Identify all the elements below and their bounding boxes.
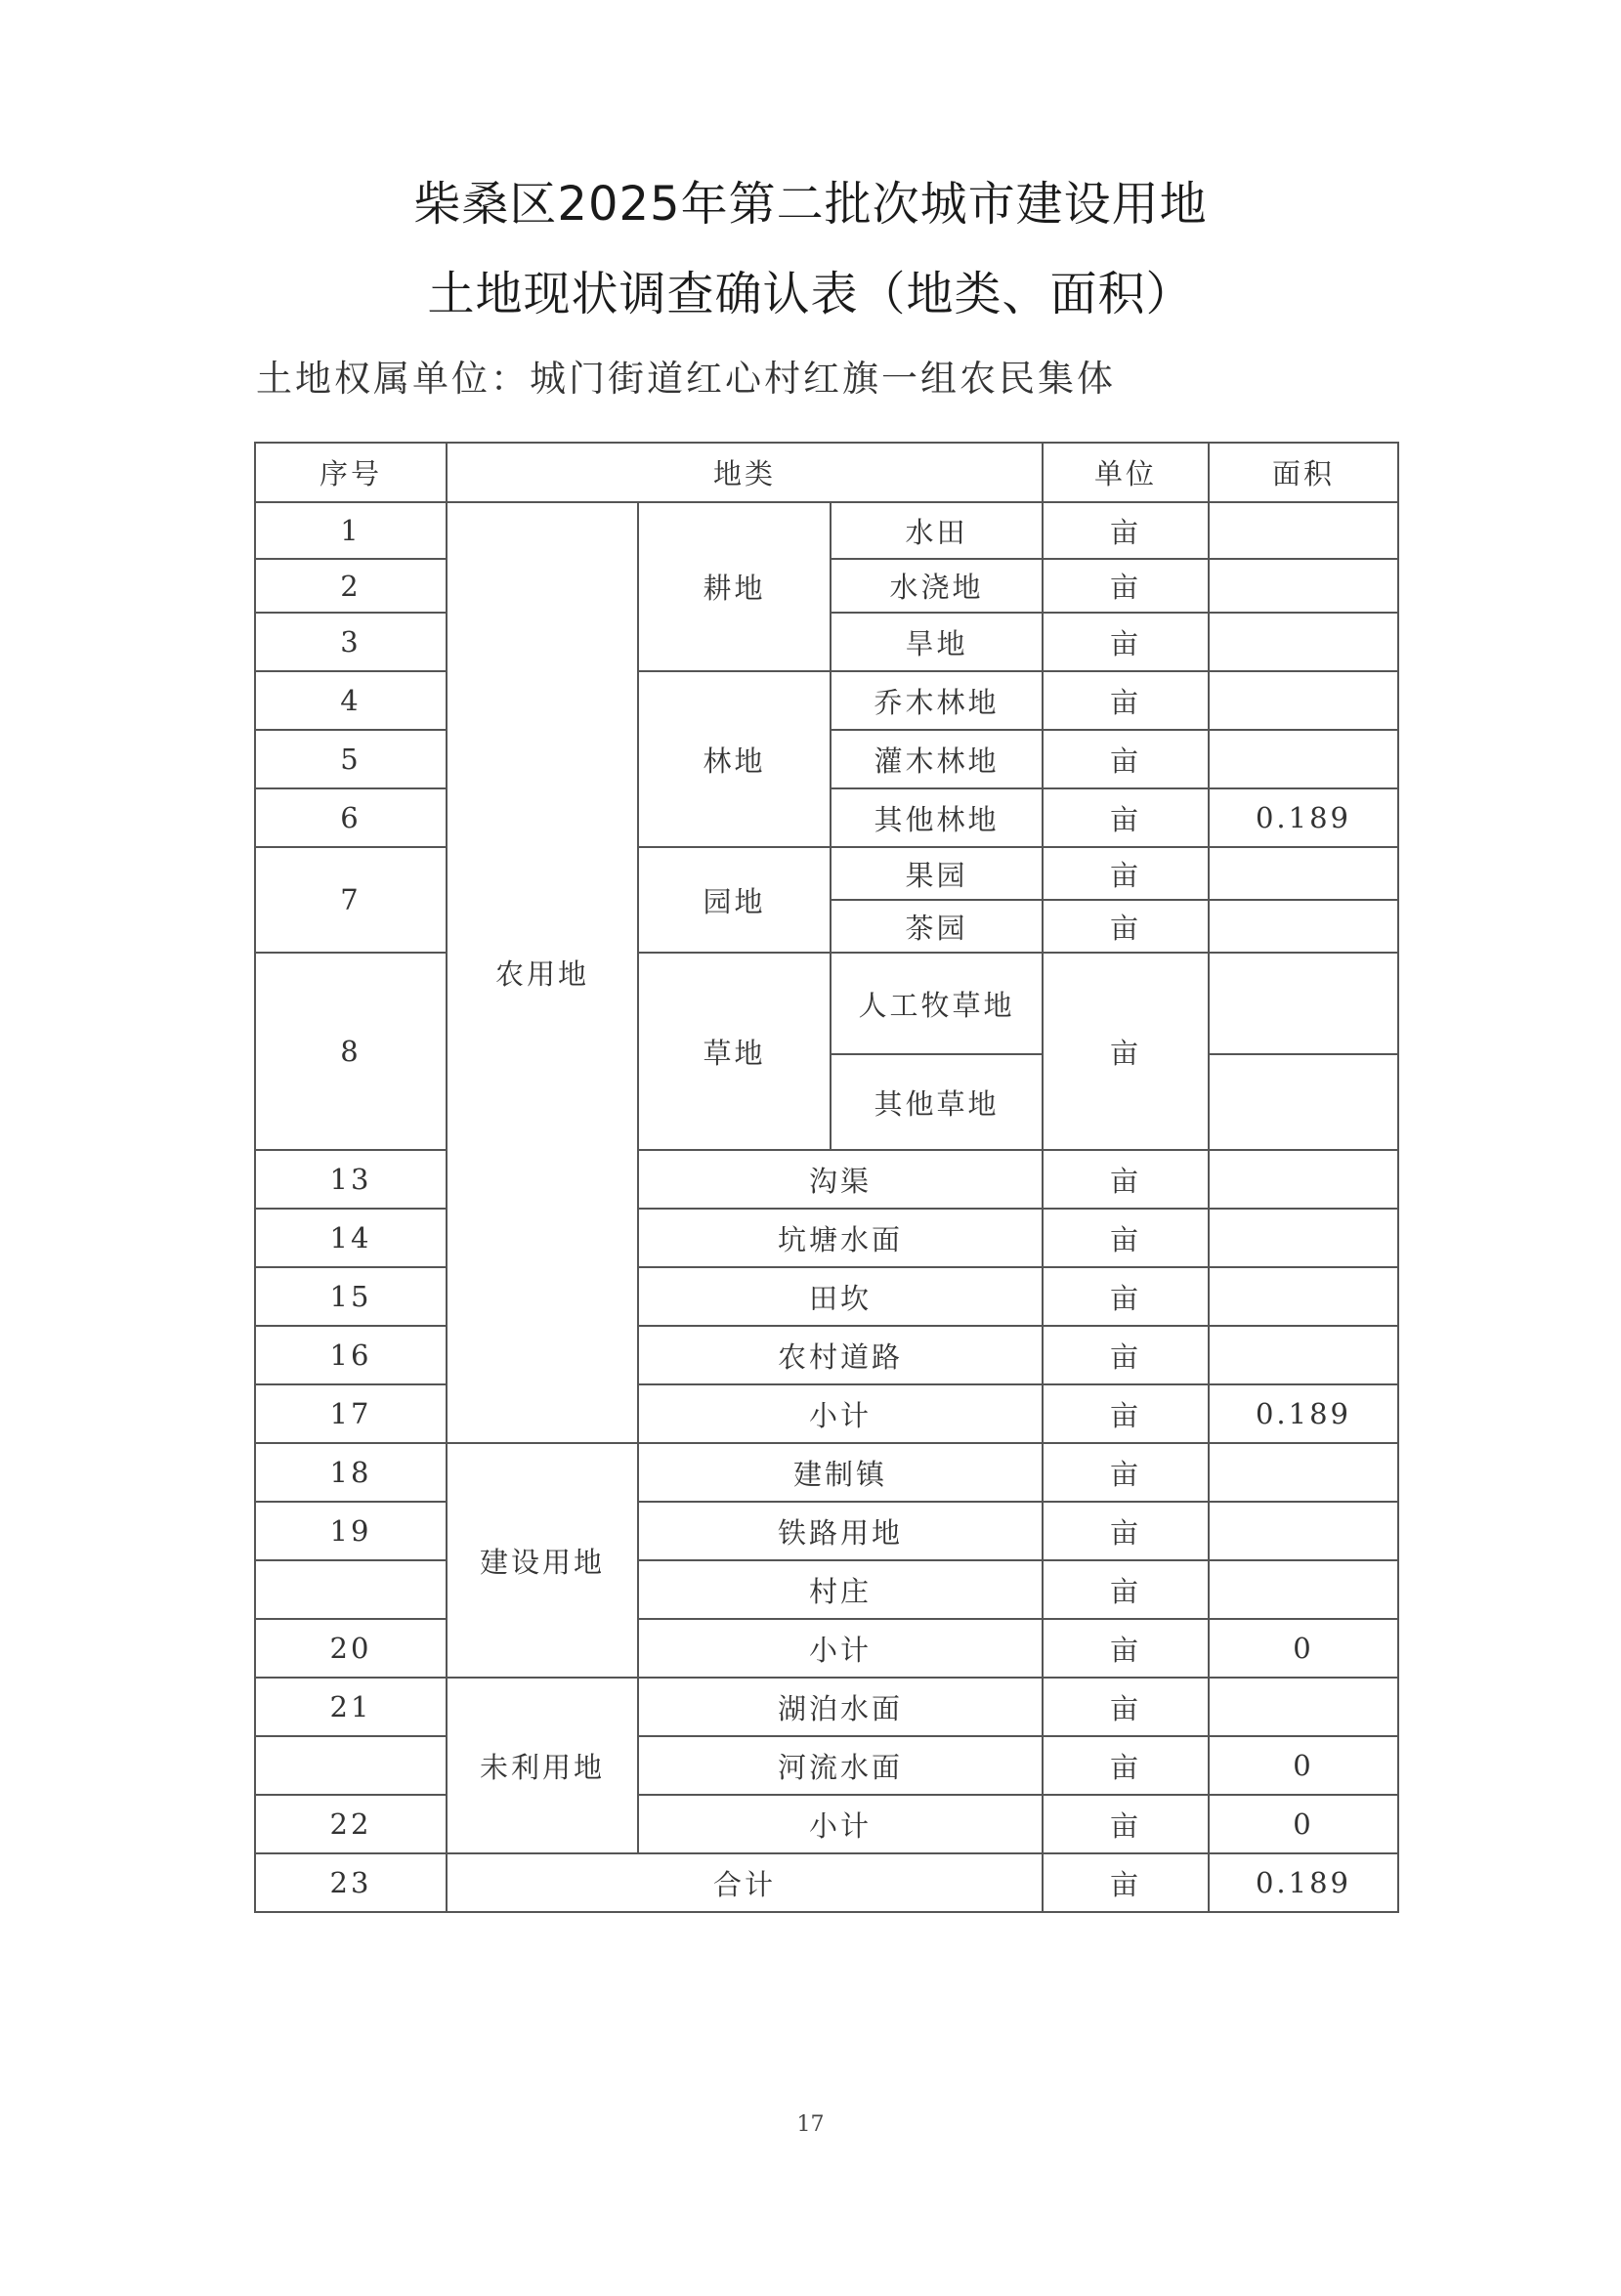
unit-cell: 亩 bbox=[1043, 559, 1209, 613]
area-cell: 0.189 bbox=[1209, 1384, 1398, 1443]
seq-cell bbox=[255, 1736, 447, 1795]
unit-cell: 亩 bbox=[1043, 1619, 1209, 1678]
type-cell: 人工牧草地 bbox=[831, 953, 1043, 1054]
type-cell: 河流水面 bbox=[638, 1736, 1043, 1795]
area-cell bbox=[1209, 1150, 1398, 1209]
type-cell: 田坎 bbox=[638, 1267, 1043, 1326]
seq-cell: 18 bbox=[255, 1443, 447, 1502]
type-cell: 旱地 bbox=[831, 613, 1043, 671]
subgroup-grass: 草地 bbox=[638, 953, 831, 1150]
seq-cell: 19 bbox=[255, 1502, 447, 1560]
table-row bbox=[255, 1560, 1398, 1619]
seq-cell: 5 bbox=[255, 730, 447, 788]
type-cell: 其他草地 bbox=[831, 1054, 1043, 1150]
unit-cell: 亩 bbox=[1043, 1736, 1209, 1795]
unit-cell: 亩 bbox=[1043, 1326, 1209, 1384]
table-row bbox=[255, 1150, 1398, 1209]
table-row bbox=[255, 1209, 1398, 1267]
document-title-line2: 土地现状调查确认表（地类、面积） bbox=[427, 267, 1194, 321]
header-row bbox=[255, 443, 1398, 502]
area-cell bbox=[1209, 1678, 1398, 1736]
type-cell: 建制镇 bbox=[638, 1443, 1043, 1502]
area-cell bbox=[1209, 900, 1398, 953]
subgroup-garden: 园地 bbox=[638, 847, 831, 953]
area-cell bbox=[1209, 1054, 1398, 1150]
type-cell: 坑塘水面 bbox=[638, 1209, 1043, 1267]
land-status-table bbox=[254, 442, 1399, 1913]
header-seq: 序号 bbox=[255, 443, 447, 502]
table-row bbox=[255, 1443, 1398, 1502]
header-area: 面积 bbox=[1209, 443, 1398, 502]
area-cell: 0 bbox=[1209, 1795, 1398, 1853]
unit-cell: 亩 bbox=[1043, 613, 1209, 671]
area-cell: 0.189 bbox=[1209, 1853, 1398, 1912]
unit-cell: 亩 bbox=[1043, 671, 1209, 730]
unit-cell: 亩 bbox=[1043, 953, 1209, 1150]
unit-cell: 亩 bbox=[1043, 1443, 1209, 1502]
area-cell bbox=[1209, 1209, 1398, 1267]
unit-cell: 亩 bbox=[1043, 1209, 1209, 1267]
document-title-line1: 柴桑区2025年第二批次城市建设用地 bbox=[413, 177, 1208, 232]
table-row bbox=[255, 1326, 1398, 1384]
area-cell bbox=[1209, 559, 1398, 613]
unit-cell: 亩 bbox=[1043, 502, 1209, 559]
area-cell bbox=[1209, 730, 1398, 788]
unit-cell: 亩 bbox=[1043, 1678, 1209, 1736]
table-row bbox=[255, 502, 1398, 559]
type-cell: 小计 bbox=[638, 1619, 1043, 1678]
table-row bbox=[255, 1502, 1398, 1560]
unit-cell: 亩 bbox=[1043, 788, 1209, 847]
header-unit: 单位 bbox=[1043, 443, 1209, 502]
unit-cell: 亩 bbox=[1043, 1853, 1209, 1912]
seq-cell: 4 bbox=[255, 671, 447, 730]
seq-cell: 8 bbox=[255, 953, 447, 1150]
seq-cell: 2 bbox=[255, 559, 447, 613]
subgroup-forest: 林地 bbox=[638, 671, 831, 847]
table-row bbox=[255, 953, 1398, 1054]
seq-cell: 16 bbox=[255, 1326, 447, 1384]
unit-cell: 亩 bbox=[1043, 1267, 1209, 1326]
type-cell: 农村道路 bbox=[638, 1326, 1043, 1384]
table-row bbox=[255, 1736, 1398, 1795]
seq-cell: 17 bbox=[255, 1384, 447, 1443]
area-cell: 0 bbox=[1209, 1619, 1398, 1678]
table-row bbox=[255, 1267, 1398, 1326]
type-cell: 水田 bbox=[831, 502, 1043, 559]
unit-cell: 亩 bbox=[1043, 1795, 1209, 1853]
seq-cell: 14 bbox=[255, 1209, 447, 1267]
group-construction: 建设用地 bbox=[447, 1443, 638, 1678]
table-row bbox=[255, 671, 1398, 730]
type-cell: 水浇地 bbox=[831, 559, 1043, 613]
unit-cell: 亩 bbox=[1043, 900, 1209, 953]
unit-cell: 亩 bbox=[1043, 847, 1209, 900]
type-cell: 其他林地 bbox=[831, 788, 1043, 847]
type-cell: 铁路用地 bbox=[638, 1502, 1043, 1560]
unit-cell: 亩 bbox=[1043, 1560, 1209, 1619]
unit-cell: 亩 bbox=[1043, 1150, 1209, 1209]
type-cell: 村庄 bbox=[638, 1560, 1043, 1619]
unit-cell: 亩 bbox=[1043, 1384, 1209, 1443]
area-cell bbox=[1209, 1326, 1398, 1384]
type-cell: 湖泊水面 bbox=[638, 1678, 1043, 1736]
group-unused: 未利用地 bbox=[447, 1678, 638, 1853]
type-cell: 合计 bbox=[447, 1853, 1043, 1912]
table-row bbox=[255, 1795, 1398, 1853]
type-cell: 果园 bbox=[831, 847, 1043, 900]
area-cell bbox=[1209, 1443, 1398, 1502]
type-cell: 沟渠 bbox=[638, 1150, 1043, 1209]
subgroup-cultivated: 耕地 bbox=[638, 502, 831, 671]
seq-cell: 23 bbox=[255, 1853, 447, 1912]
table-row bbox=[255, 1384, 1398, 1443]
header-land-type: 地类 bbox=[447, 443, 1043, 502]
group-agricultural: 农用地 bbox=[447, 502, 638, 1443]
area-cell bbox=[1209, 502, 1398, 559]
type-cell: 灌木林地 bbox=[831, 730, 1043, 788]
seq-cell: 7 bbox=[255, 847, 447, 953]
seq-cell: 13 bbox=[255, 1150, 447, 1209]
seq-cell: 6 bbox=[255, 788, 447, 847]
area-cell: 0 bbox=[1209, 1736, 1398, 1795]
unit-cell: 亩 bbox=[1043, 730, 1209, 788]
seq-cell: 22 bbox=[255, 1795, 447, 1853]
area-cell bbox=[1209, 1267, 1398, 1326]
unit-cell: 亩 bbox=[1043, 1502, 1209, 1560]
area-cell bbox=[1209, 1560, 1398, 1619]
area-cell bbox=[1209, 1502, 1398, 1560]
type-cell: 乔木林地 bbox=[831, 671, 1043, 730]
seq-cell: 15 bbox=[255, 1267, 447, 1326]
table-row bbox=[255, 1678, 1398, 1736]
area-cell bbox=[1209, 847, 1398, 900]
area-cell bbox=[1209, 613, 1398, 671]
owner-line: 土地权属单位：城门街道红心村红旗一组农民集体 bbox=[256, 358, 1116, 400]
seq-cell: 21 bbox=[255, 1678, 447, 1736]
page-number: 17 bbox=[796, 2112, 825, 2137]
area-cell bbox=[1209, 953, 1398, 1054]
total-row bbox=[255, 1853, 1398, 1912]
seq-cell: 3 bbox=[255, 613, 447, 671]
area-cell bbox=[1209, 671, 1398, 730]
seq-cell: 20 bbox=[255, 1619, 447, 1678]
area-cell: 0.189 bbox=[1209, 788, 1398, 847]
table-row bbox=[255, 847, 1398, 900]
seq-cell: 1 bbox=[255, 502, 447, 559]
type-cell: 小计 bbox=[638, 1384, 1043, 1443]
table-row bbox=[255, 1619, 1398, 1678]
type-cell: 茶园 bbox=[831, 900, 1043, 953]
type-cell: 小计 bbox=[638, 1795, 1043, 1853]
seq-cell bbox=[255, 1560, 447, 1619]
